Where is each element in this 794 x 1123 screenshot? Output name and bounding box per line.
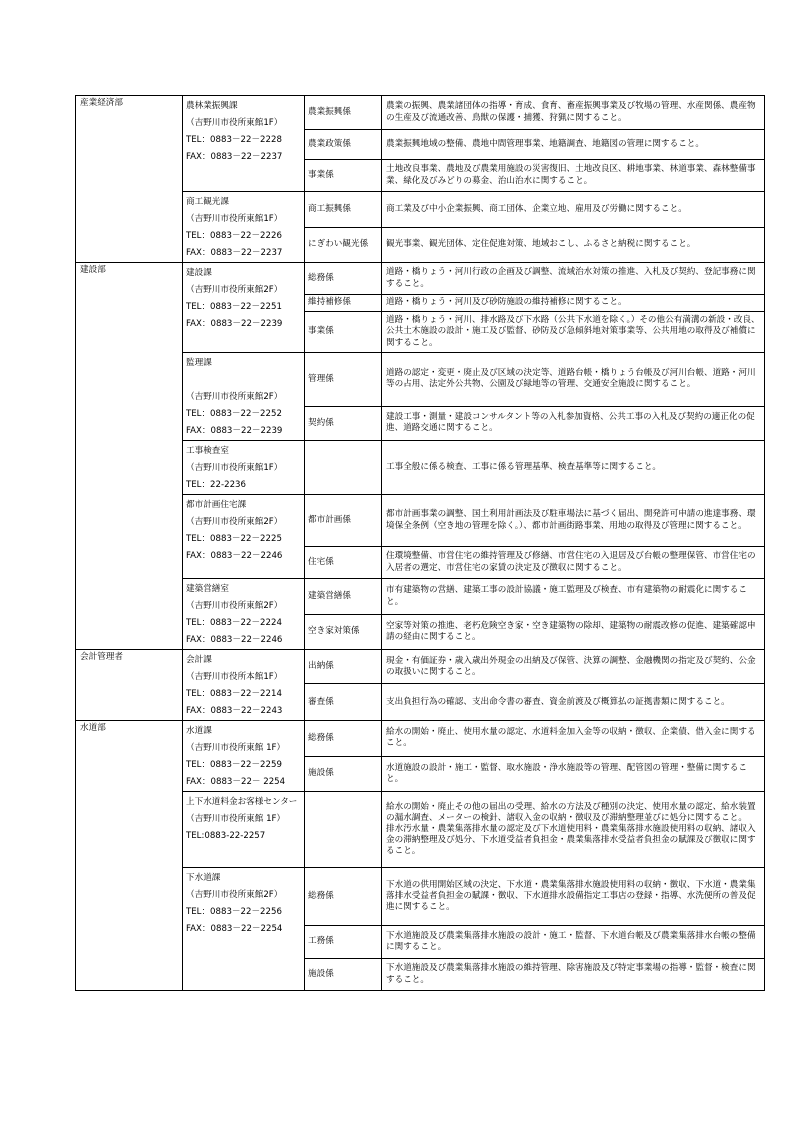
section-info	[183, 868, 305, 991]
unit-duty: 市有建築物の営繕、建築工事の設計協議・施工監理及び検査、市有建築物の耐震化に関すること。	[382, 579, 765, 615]
unit-duty: 下水道の供用開始区域の決定、下水道・農業集落排水施設使用料の収納・徴収、下水道・農業集落排水受益者負担金の賦課・徴収、下水道排水設備指定工事店の登録・指導、水洗便所の普及促進に関すること。	[382, 868, 765, 926]
section-info	[183, 792, 305, 868]
section-name: 監理課	[186, 358, 212, 368]
unit-duty: 下水道施設及び農業集落排水施設の維持管理、除害施設及び特定事業場の指導・監督・検査に関すること。	[382, 959, 765, 991]
section-fax: FAX：0883－22－2239	[186, 426, 283, 436]
department-name: 水道部	[76, 721, 183, 991]
section-tel: TEL：0883－22－2226	[186, 231, 282, 241]
section-location: （吉野川市役所東館1F）	[186, 118, 283, 128]
section-location: （吉野川市役所東館 1F）	[186, 814, 286, 824]
section-tel: TEL：0883－22－2224	[186, 618, 282, 628]
section-info	[183, 650, 305, 721]
unit-name: 契約係	[305, 406, 382, 440]
unit-duty: 土地改良事業、農地及び農業用施設の災害復旧、土地改良区、耕地事業、林道事業、森林整備事業、緑化及びみどりの募金、治山治水に関すること。	[382, 160, 765, 192]
section-tel: TEL：0883－22－2228	[186, 135, 282, 145]
section-fax: FAX：0883－22－2254	[186, 924, 283, 934]
unit-duty: 水道施設の設計・施工・監督、取水施設・浄水施設等の管理、配管図の管理・整備に関すること。	[382, 756, 765, 792]
unit-duty: 道路・橋りょう・河川及び砂防施設の維持補修に関すること。	[382, 295, 765, 312]
section-tel: TEL：0883－22－2225	[186, 534, 282, 544]
unit-name	[305, 441, 382, 495]
section-location: （吉野川市役所東館2F）	[186, 392, 283, 402]
section-info	[183, 263, 305, 353]
unit-name: 審査係	[305, 684, 382, 721]
section-fax: FAX：0883－22－2237	[186, 152, 283, 162]
unit-name: 総務係	[305, 263, 382, 295]
unit-name: 施設係	[305, 959, 382, 991]
section-tel: TEL：0883－22－2252	[186, 409, 282, 419]
section-location: （吉野川市役所東館1F）	[186, 214, 283, 224]
unit-duty: 建設工事・測量・建設コンサルタント等の入札参加資格、公共工事の入札及び契約の適正化の促進、道路交通に関すること。	[382, 406, 765, 440]
section-tel: TEL：22-2236	[186, 480, 246, 490]
section-info	[183, 721, 305, 792]
department-name: 建設部	[76, 263, 183, 650]
unit-name: にぎわい観光係	[305, 227, 382, 263]
unit-name: 出納係	[305, 650, 382, 684]
section-tel: TEL:0883-22-2257	[186, 831, 266, 841]
section-info	[183, 192, 305, 263]
section-info	[183, 495, 305, 579]
unit-duty: 農業振興地域の整備、農地中間管理事業、地籍調査、地籍図の管理に関すること。	[382, 130, 765, 160]
section-name: 上下水道料金お客様センター	[186, 797, 298, 807]
unit-name: 農業政策係	[305, 130, 382, 160]
section-info	[183, 579, 305, 650]
unit-duty-line: 給水の開始・廃止その他の届出の受理、給水の方法及び種別の決定、使用水量の認定、給水装置の漏水調査、メーターの検針、諸収入金の収納・徴収及び滞納整理並びに処分に関すること。	[386, 801, 756, 823]
section-fax: FAX：0883－22－2246	[186, 551, 283, 561]
unit-duty: 都市計画事業の調整、国土利用計画法及び駐車場法に基づく届出、開発許可申請の進達事務、環境保全条例（空き地の管理を除く。）、都市計画街路事業、用地の取得及び管理に関すること。	[382, 495, 765, 547]
unit-duty	[382, 792, 765, 868]
section-name: 商工観光課	[186, 197, 229, 207]
section-tel: TEL：0883－22－2259	[186, 760, 282, 770]
unit-duty: 道路・橋りょう・河川、排水路及び下水路（公共下水道を除く。）その他公有満溝の新設・改良、公共土木施設の設計・施工及び監督、砂防及び急傾斜地対策事業等、公共用地の取得及び補償に関すること。	[382, 312, 765, 353]
section-name: 建設課	[186, 268, 212, 278]
unit-name	[305, 792, 382, 868]
unit-name: 都市計画係	[305, 495, 382, 547]
section-info	[183, 96, 305, 192]
section-location: （吉野川市役所東館2F）	[186, 285, 283, 295]
unit-duty: 道路の認定・変更・廃止及び区域の決定等、道路台帳・橋りょう台帳及び河川台帳、道路・河川等の占用、法定外公共物、公園及び緑地等の管理、交通安全施設に関すること。	[382, 353, 765, 407]
unit-name: 空き家対策係	[305, 615, 382, 650]
section-tel: TEL：0883－22－2256	[186, 907, 282, 917]
section-info	[183, 353, 305, 441]
unit-duty: 下水道施設及び農業集落排水施設の設計・施工・監督、下水道台帳及び農業集落排水台帳の整備に関すること。	[382, 926, 765, 959]
unit-name: 維持補修係	[305, 295, 382, 312]
unit-duty: 住環境整備、市営住宅の維持管理及び修繕、市営住宅の入退居及び台帳の整理保管、市営住宅の入居者の選定、市営住宅の家賃の決定及び徴収に関すること。	[382, 547, 765, 579]
section-name: 建築営繕室	[186, 584, 229, 594]
section-fax: FAX：0883－22－2246	[186, 635, 283, 645]
unit-duty: 農業の振興、農業諸団体の指導・育成、食育、畜産振興事業及び牧場の管理、水産関係、農産物の生産及び流通改善、鳥獣の保護・捕獲、狩猟に関すること。	[382, 96, 765, 130]
department-name: 産業経済部	[76, 96, 183, 263]
section-location: （吉野川市役所東館 1F）	[186, 743, 286, 753]
section-fax: FAX：0883－22－ 2254	[186, 777, 286, 787]
section-location: （吉野川市役所東館2F）	[186, 601, 283, 611]
unit-duty: 道路・橋りょう・河川行政の企画及び調整、流域治水対策の推進、入札及び契約、登記事務に関すること。	[382, 263, 765, 295]
section-location: （吉野川市役所東館2F）	[186, 890, 283, 900]
section-name: 都市計画住宅課	[186, 500, 247, 510]
unit-name: 管理係	[305, 353, 382, 407]
section-fax: FAX：0883－22－2243	[186, 706, 283, 716]
unit-duty-line: 排水汚水量・農業集落排水量の認定及び下水道使用料・農業集落排水施設使用料の収納、諸収入金の滞納整理及び処分、下水道受益者負担金・農業集落排水受益者負担金の賦課及び徴収に関すること。	[386, 823, 756, 857]
section-name: 水道課	[186, 726, 212, 736]
unit-name: 商工振興係	[305, 192, 382, 228]
section-location: （吉野川市役所東館1F）	[186, 463, 283, 473]
unit-duty: 空家等対策の推進、老朽危険空き家・空き建築物の除却、建築物の耐震改修の促進、建築確認申請の経由に関すること。	[382, 615, 765, 650]
section-name: 会計課	[186, 655, 212, 665]
section-name: 下水道課	[186, 873, 221, 883]
unit-name: 事業係	[305, 312, 382, 353]
unit-name: 工務係	[305, 926, 382, 959]
unit-duty: 商工業及び中小企業振興、商工団体、企業立地、雇用及び労働に関すること。	[382, 192, 765, 228]
unit-name: 事業係	[305, 160, 382, 192]
section-fax: FAX：0883－22－2239	[186, 319, 283, 329]
unit-name: 総務係	[305, 868, 382, 926]
section-info	[183, 441, 305, 495]
unit-duty: 支出負担行為の確認、支出命令書の審査、資金前渡及び概算払の証拠書類に関すること。	[382, 684, 765, 721]
unit-name: 施設係	[305, 756, 382, 792]
unit-duty: 給水の開始・廃止、使用水量の認定、水道料金加入金等の収納・徴収、企業債、借入金に関すること。	[382, 721, 765, 757]
unit-duty: 現金・有価証券・歳入歳出外現金の出納及び保管、決算の調整、金融機関の指定及び契約、公金の取扱いに関すること。	[382, 650, 765, 684]
section-location: （吉野川市役所東館2F）	[186, 517, 283, 527]
department-name: 会計管理者	[76, 650, 183, 721]
section-tel: TEL：0883－22－2251	[186, 302, 282, 312]
section-location: （吉野川市役所本館1F）	[186, 672, 283, 682]
organization-duty-table	[75, 95, 765, 991]
unit-duty: 観光事業、観光団体、定住促進対策、地域おこし、ふるさと納税に関すること。	[382, 227, 765, 263]
section-spacer	[186, 372, 301, 389]
unit-name: 総務係	[305, 721, 382, 757]
section-name: 農林業振興課	[186, 101, 238, 111]
section-name: 工事検査室	[186, 446, 229, 456]
unit-name: 建築営繕係	[305, 579, 382, 615]
unit-duty: 工事全般に係る検査、工事に係る管理基準、検査基準等に関すること。	[382, 441, 765, 495]
unit-name: 住宅係	[305, 547, 382, 579]
unit-name: 農業振興係	[305, 96, 382, 130]
section-fax: FAX：0883－22－2237	[186, 248, 283, 258]
section-tel: TEL：0883－22－2214	[186, 689, 282, 699]
